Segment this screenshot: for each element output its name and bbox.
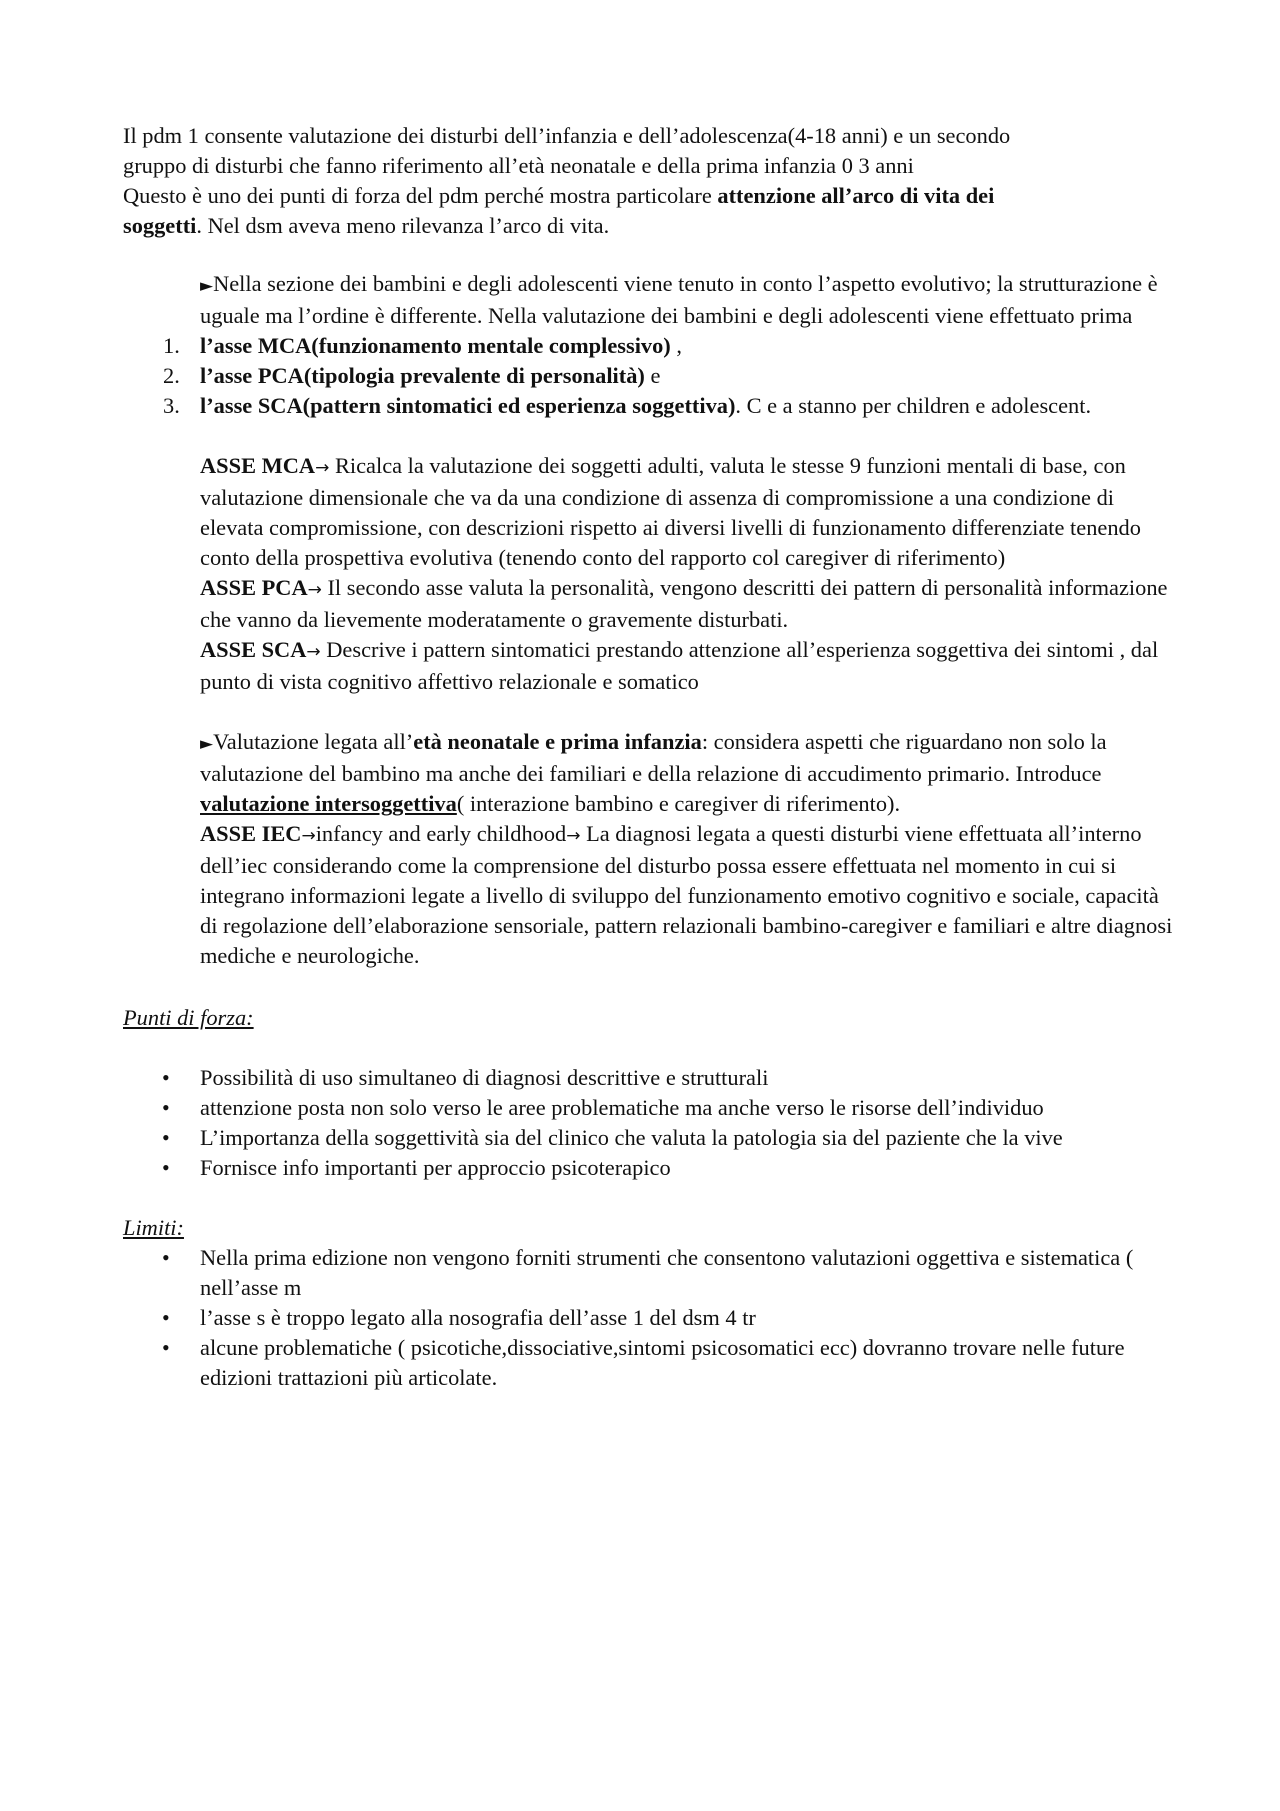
axis-list-item-rest: e (644, 363, 661, 388)
right-arrow-icon: → (315, 458, 330, 478)
bullet-icon: • (162, 1065, 170, 1090)
intro-line-3: Questo è uno dei punti di forza del pdm perché mostra particolare (123, 183, 718, 208)
limits-heading-text: Limiti: (123, 1215, 184, 1240)
bullet-icon: • (162, 1335, 170, 1360)
list-item-text: Nella prima edizione non vengono forniti strumenti che consentono valutazioni oggettiva e sistematica ( nell’asse m (200, 1245, 1134, 1300)
list-item-text: l’asse s è troppo legato alla nosografia dell’asse 1 del dsm 4 tr (200, 1305, 756, 1330)
document-page (123, 121, 1173, 1393)
list-number: 1. (163, 333, 180, 358)
intro-line-4: . Nel dsm aveva meno rilevanza l’arco di vita. (196, 213, 610, 238)
intro-emphasis-2: soggetti (123, 213, 197, 238)
right-arrow-icon: → (301, 826, 316, 846)
intro-line-2: gruppo di disturbi che fanno riferimento all’età neonatale e della prima infanzia 0 3 anni (123, 153, 914, 178)
bullet-icon: • (162, 1095, 170, 1120)
asse-iec-text: La diagnosi legata a questi disturbi viene effettuata all’interno dell’iec considerando come la comprensione del disturbo possa essere effettuata nel momento in cui si integrano informazioni legate a livello di sviluppo del funzionamento emotivo cognitivo e sociale, capacità di regolazione dell’elaborazione sensoriale, pattern relazionali bambino-caregiver e familiari e altre diagnosi mediche e neurologiche. (200, 821, 1173, 968)
infancy-section-paragraph (200, 727, 1173, 819)
strengths-list (123, 1063, 1173, 1183)
children-section-text: Nella sezione dei bambini e degli adolescenti viene tenuto in conto l’aspetto evolutivo; la strutturazione è uguale ma l’ordine è differente. Nella valutazione dei bambini e degli adolescenti viene effettuato prima (200, 271, 1158, 328)
infancy-text-a: Valutazione legata all’ (213, 729, 414, 754)
intro-emphasis-1: attenzione all’arco di vita dei (717, 183, 995, 208)
intersubjective-emphasis: valutazione intersoggettiva (200, 791, 457, 816)
list-item (123, 1303, 1173, 1333)
bullet-icon: • (162, 1305, 170, 1330)
right-arrow-icon: → (306, 642, 321, 662)
axis-list-item (123, 361, 1173, 391)
asse-iec-label: ASSE IEC (200, 821, 302, 846)
bullet-icon: • (162, 1125, 170, 1150)
asse-iec-mid: infancy and early childhood (315, 821, 567, 846)
list-item (123, 1063, 1173, 1093)
axis-list-item-title: l’asse MCA(funzionamento mentale complessivo) (200, 333, 671, 358)
axis-list-item (123, 331, 1173, 361)
intro-line-1: Il pdm 1 consente valutazione dei disturbi dell’infanzia e dell’adolescenza(4-18 anni) e un secondo (123, 123, 1011, 148)
limits-list (123, 1243, 1173, 1393)
infancy-emphasis: età neonatale e prima infanzia (413, 729, 702, 754)
right-arrow-icon: → (307, 580, 322, 600)
triangle-bullet-icon: ► (200, 734, 214, 754)
strengths-heading (123, 1003, 1173, 1033)
asse-pca-text: Il secondo asse valuta la personalità, vengono descritti dei pattern di personalità informazione che vanno da lievemente moderatamente o gravemente disturbati. (200, 575, 1168, 632)
axis-list-item-rest: . C e a stanno per children e adolescent. (735, 393, 1092, 418)
intro-paragraph (123, 121, 1173, 241)
axis-list-item-rest: , (670, 333, 682, 358)
asse-sca-label: ASSE SCA (200, 637, 307, 662)
bullet-icon: • (162, 1245, 170, 1270)
list-item (123, 1093, 1173, 1123)
axis-list (123, 331, 1173, 421)
asse-mca-label: ASSE MCA (200, 453, 316, 478)
infancy-text-c: : considera aspetti che riguardano non solo la valutazione del bambino ma anche dei familiari e della relazione di accudimento primario. Introduce (200, 729, 1107, 786)
list-item (123, 1123, 1173, 1153)
asse-mca-paragraph (200, 451, 1173, 573)
strengths-heading-text: Punti di forza: (123, 1005, 254, 1030)
list-number: 2. (163, 363, 180, 388)
asse-iec-paragraph (200, 819, 1173, 971)
asse-sca-text: Descrive i pattern sintomatici prestando attenzione all’esperienza soggettiva dei sintomi , dal punto di vista cognitivo affettivo relazionale e somatico (200, 637, 1159, 694)
list-item (123, 1243, 1173, 1303)
asse-pca-label: ASSE PCA (200, 575, 308, 600)
children-section-paragraph (200, 269, 1173, 331)
axis-list-item-title: l’asse PCA(tipologia prevalente di personalità) (200, 363, 645, 388)
bullet-icon: • (162, 1155, 170, 1180)
list-item (123, 1153, 1173, 1183)
list-item-text: L’importanza della soggettività sia del clinico che valuta la patologia sia del paziente che la vive (200, 1125, 1063, 1150)
asse-sca-paragraph (200, 635, 1173, 697)
list-item-text: alcune problematiche ( psicotiche,dissociative,sintomi psicosomatici ecc) dovranno trovare nelle future edizioni trattazioni più articolate. (200, 1335, 1125, 1390)
list-item-text: attenzione posta non solo verso le aree problematiche ma anche verso le risorse dell’individuo (200, 1095, 1044, 1120)
axis-list-item-title: l’asse SCA(pattern sintomatici ed esperienza soggettiva) (200, 393, 736, 418)
asse-mca-text: Ricalca la valutazione dei soggetti adulti, valuta le stesse 9 funzioni mentali di base, con valutazione dimensionale che va da una condizione di assenza di compromissione a una condizione di elevata compromissione, con descrizioni rispetto ai diversi livelli di funzionamento differenziate tenendo conto della prospettiva evolutiva (tenendo conto del rapporto col caregiver di riferimento) (200, 453, 1141, 570)
asse-pca-paragraph (200, 573, 1173, 635)
list-number: 3. (163, 393, 180, 418)
axis-list-item (123, 391, 1173, 421)
list-item-text: Possibilità di uso simultaneo di diagnosi descrittive e strutturali (200, 1065, 769, 1090)
triangle-bullet-icon: ► (200, 276, 214, 296)
infancy-text-e: ( interazione bambino e caregiver di riferimento). (456, 791, 901, 816)
list-item-text: Fornisce info importanti per approccio psicoterapico (200, 1155, 671, 1180)
list-item (123, 1333, 1173, 1393)
limits-heading (123, 1213, 1173, 1243)
right-arrow-icon: → (566, 826, 581, 846)
